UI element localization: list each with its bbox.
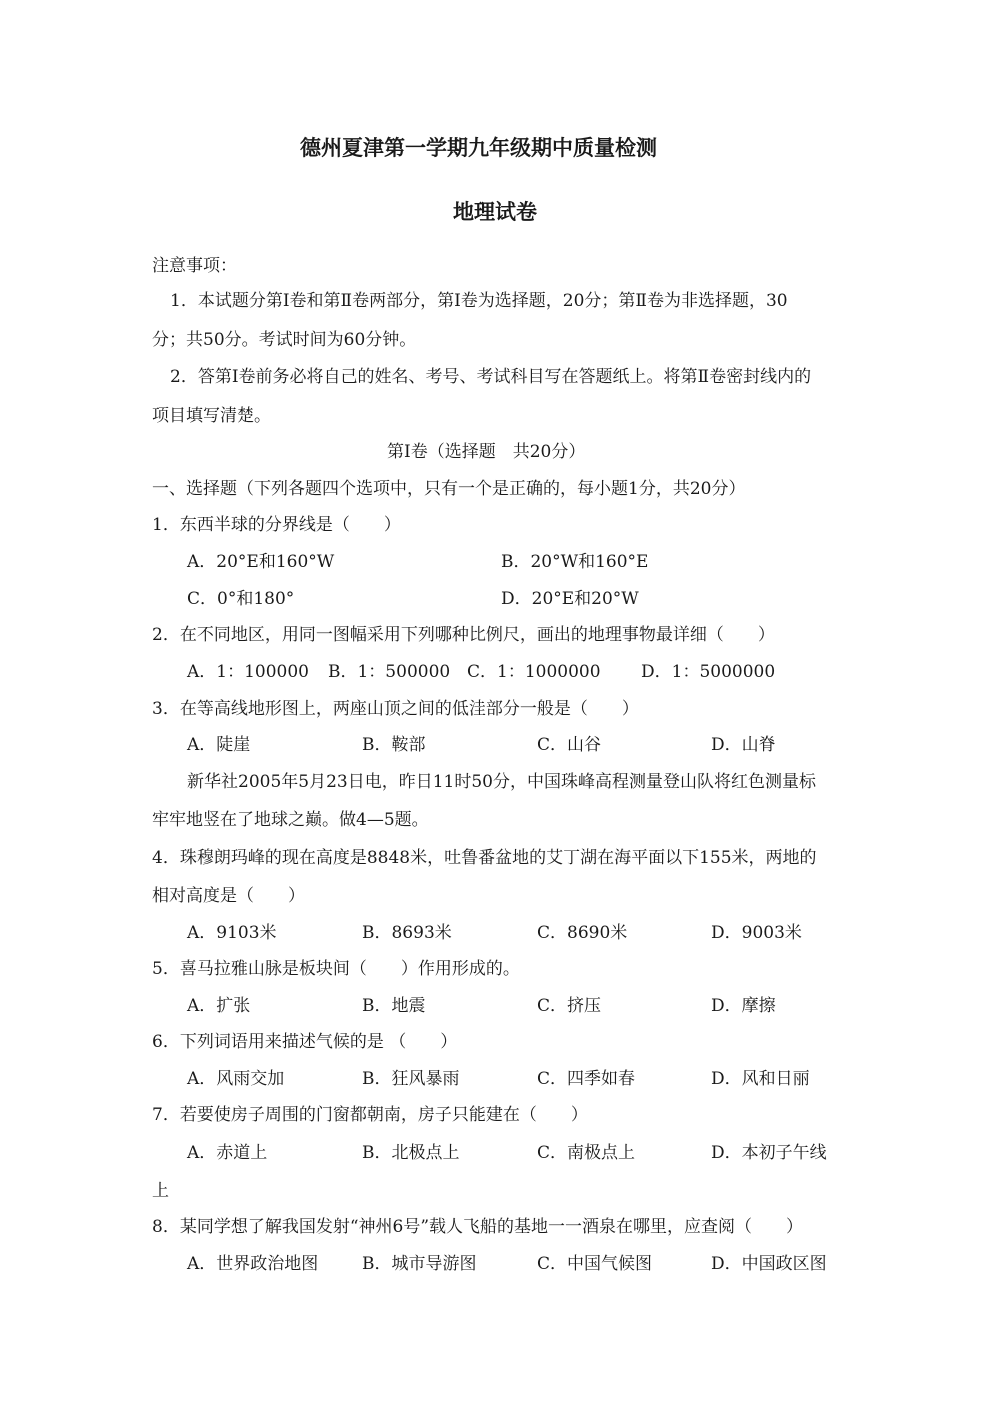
- notice-item-1-line-2: 分；共50分。考试时间为60分钟。: [152, 330, 417, 350]
- question-7-option-c: C．南极点上: [537, 1143, 636, 1163]
- question-5-option-d: D．摩擦: [711, 996, 776, 1016]
- page-subtitle: 地理试卷: [453, 199, 537, 224]
- question-6-option-a: A．风雨交加: [187, 1069, 285, 1089]
- question-8-stem: 8．某同学想了解我国发射“神州6号”载人飞船的基地一一酒泉在哪里，应查阅（ ）: [152, 1217, 804, 1237]
- page-title: 德州夏津第一学期九年级期中质量检测: [300, 135, 657, 160]
- question-8-option-a: A．世界政治地图: [187, 1254, 319, 1274]
- question-4-option-a: A．9103米: [187, 923, 277, 943]
- question-8-option-b: B．城市导游图: [362, 1254, 477, 1274]
- question-5-option-b: B．地震: [362, 996, 426, 1016]
- question-6-option-b: B．狂风暴雨: [362, 1069, 460, 1089]
- question-8-option-d: D．中国政区图: [711, 1254, 827, 1274]
- question-2-option-c: C．1：1000000: [467, 662, 601, 682]
- question-4-option-d: D．9003米: [711, 923, 802, 943]
- question-4-option-b: B．8693米: [362, 923, 452, 943]
- question-7-option-d: D．本初子午线: [711, 1143, 827, 1163]
- question-2-option-a: A．1：100000: [187, 662, 309, 682]
- question-1-option-b: B．20°W和160°E: [501, 552, 649, 572]
- question-3-option-d: D．山脊: [711, 735, 776, 755]
- question-1-option-c: C．0°和180°: [187, 589, 295, 609]
- question-6-option-d: D．风和日丽: [711, 1069, 810, 1089]
- notice-item-2-line-2: 项目填写清楚。: [152, 406, 271, 426]
- reading-passage-line-2: 牢牢地竖在了地球之巅。做4—5题。: [152, 810, 429, 830]
- part-one-instructions: 一、选择题（下列各题四个选项中，只有一个是正确的，每小题1分，共20分）: [152, 479, 746, 499]
- question-1-option-a: A．20°E和160°W: [187, 552, 335, 572]
- question-5-option-a: A．扩张: [187, 996, 251, 1016]
- question-3-stem: 3．在等高线地形图上，两座山顶之间的低洼部分一般是（ ）: [152, 699, 639, 719]
- reading-passage-line-1: 新华社2005年5月23日电，昨日11时50分，中国珠峰高程测量登山队将红色测量标: [187, 772, 816, 792]
- notice-item-1-line-1: 1．本试题分第Ⅰ卷和第Ⅱ卷两部分，第Ⅰ卷为选择题，20分；第Ⅱ卷为非选择题，30: [170, 291, 788, 311]
- question-3-option-a: A．陡崖: [187, 735, 251, 755]
- question-4-stem-line-2: 相对高度是（ ）: [152, 886, 305, 906]
- question-7-stem: 7．若要使房子周围的门窗都朝南，房子只能建在（ ）: [152, 1105, 588, 1125]
- question-1-stem: 1．东西半球的分界线是（ ）: [152, 515, 401, 535]
- notice-item-2-line-1: 2．答第Ⅰ卷前务必将自己的姓名、考号、考试科目写在答题纸上。将第Ⅱ卷密封线内的: [170, 367, 812, 387]
- question-1-option-d: D．20°E和20°W: [501, 589, 639, 609]
- question-7-option-b: B．北极点上: [362, 1143, 460, 1163]
- question-2-option-d: D．1：5000000: [641, 662, 776, 682]
- question-6-stem: 6．下列词语用来描述气候的是 （ ）: [152, 1032, 458, 1052]
- question-5-stem: 5．喜马拉雅山脉是板块间（ ）作用形成的。: [152, 959, 520, 979]
- notice-heading: 注意事项：: [152, 256, 237, 276]
- question-4-stem-line-1: 4．珠穆朗玛峰的现在高度是8848米，吐鲁番盆地的艾丁湖在海平面以下155米，两地的: [152, 848, 817, 868]
- question-7-option-d-wrap: 上: [152, 1181, 169, 1201]
- question-6-option-c: C．四季如春: [537, 1069, 636, 1089]
- question-5-option-c: C．挤压: [537, 996, 602, 1016]
- question-8-option-c: C．中国气候图: [537, 1254, 653, 1274]
- section-header: 第Ⅰ卷（选择题 共20分）: [387, 442, 586, 462]
- question-3-option-c: C．山谷: [537, 735, 602, 755]
- question-2-option-b: B．1：500000: [328, 662, 451, 682]
- question-3-option-b: B．鞍部: [362, 735, 426, 755]
- question-2-stem: 2．在不同地区，用同一图幅采用下列哪种比例尺，画出的地理事物最详细（ ）: [152, 625, 775, 645]
- question-7-option-a: A．赤道上: [187, 1143, 268, 1163]
- question-4-option-c: C．8690米: [537, 923, 628, 943]
